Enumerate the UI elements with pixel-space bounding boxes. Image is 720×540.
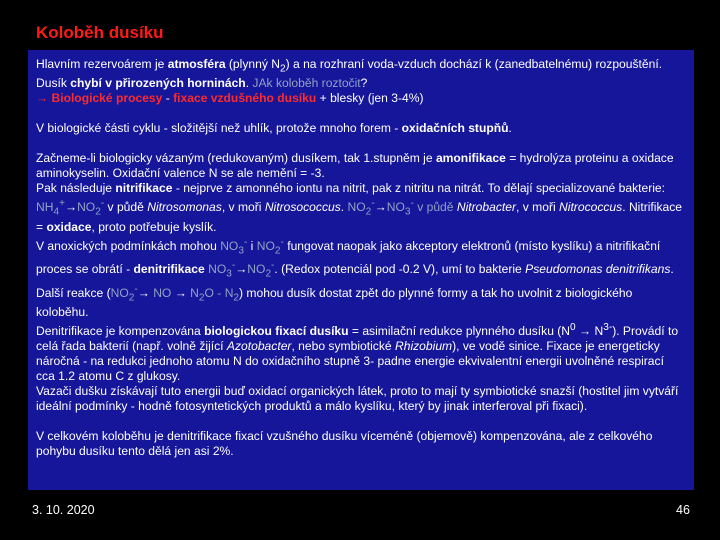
footer-date: 3. 10. 2020 — [32, 503, 95, 517]
paragraph-reservoir: Hlavním rezervoárem je atmosféra (plynný $N_2$) a na rozhraní voda-vzduch dochází k (zanedbatelnému) rozpouštění. Dusík chybí v přirozených horninách. JAk koloběh roztočit? → Biologické procesy - fixace vzdušného dusíku + blesky (jen 3-4%) — [36, 57, 663, 106]
paragraph-summary: V celkovém koloběhu je denitrifikace fixací vzušného dusíku víceméně (objemově) kompenzována, ale z celkového pohybu dusíku tento dělá jen asi 2%. — [36, 429, 653, 459]
arrow-icon: → — [374, 200, 387, 215]
arrow-icon: → — [174, 285, 187, 300]
page-number: 46 — [676, 503, 690, 517]
arrow-icon: → — [137, 285, 150, 300]
slide-content — [36, 57, 686, 474]
paragraph-nitrogen-cycle: Začneme-li biologicky vázaným (redukovaným) dusíkem, tak 1.stupněm je amonifikace = hydrolýza proteinu a oxidace aminokyselin. Oxidační valence N se ale nemění = -3. Pak následuje nitrifikace - nejprve z amonného iontu na nitrit, pak z nitritu na nitrát. To dělají specializované bakterie: $NH_4^+\to NO_2^-$ v půdě Nitrosomonas, v moři Nitrosococcus. $NO_2^-\to NO_3^-$ v půdě Nitrobacter, v moři Nitrococcus. Nitrifikace = oxidace, proto potřebuje kyslík. V anoxických podmínkách mohou $NO_3^-$ i $NO_2^-$ fungovat naopak jako akceptory elektronů (místo kyslíku) a nitrifikační proces se obrátí - denitrifikace $NO_3^-\to NO_2^-$. (Redox potenciál pod -0.2 V), umí to bakterie Pseudomonas denitrifikans. Další reakce ($NO_2^-\to$ NO → $N_2O - N_2$) mohou dusík dostat zpět do plynné formy a tak ho uvolnit z biologického koloběhu. Denitrifikace je kompenzována biologickou fixací dusíku = asimilační redukce plynného dusíku $(N^0 \to N^{3-})$. Provádí to celá řada bakterií (např. volně žijící Azotobacter, nebo symbiotické Rhizobium), ve vodě sinice. Fixace je energeticky náročná - na redukci jednoho atomu N do oxidačního stupně 3- padne energie ekvivalentní energii uvolněné respirací cca 1.2 atomu C z glukosy. Vazači dušku získávají tuto energii buď oxidací organických látek, proto to mají ty symbiotické snazší (hostitel jim vytváří ideální podmínky - hodně fotosyntetických produktů a málo kyslíku, který by jinak interferoval při fixaci). — [36, 151, 683, 414]
arrow-icon: → — [235, 262, 248, 277]
paragraph-oxidation-states: V biologické části cyklu - složitější než uhlík, protože mnoho forem - oxidačních stupňů. — [36, 121, 512, 136]
arrow-icon: → — [36, 91, 49, 106]
arrow-icon: → — [579, 324, 592, 339]
arrow-icon: → — [64, 200, 78, 215]
slide-title: Koloběh dusíku — [36, 23, 164, 42]
